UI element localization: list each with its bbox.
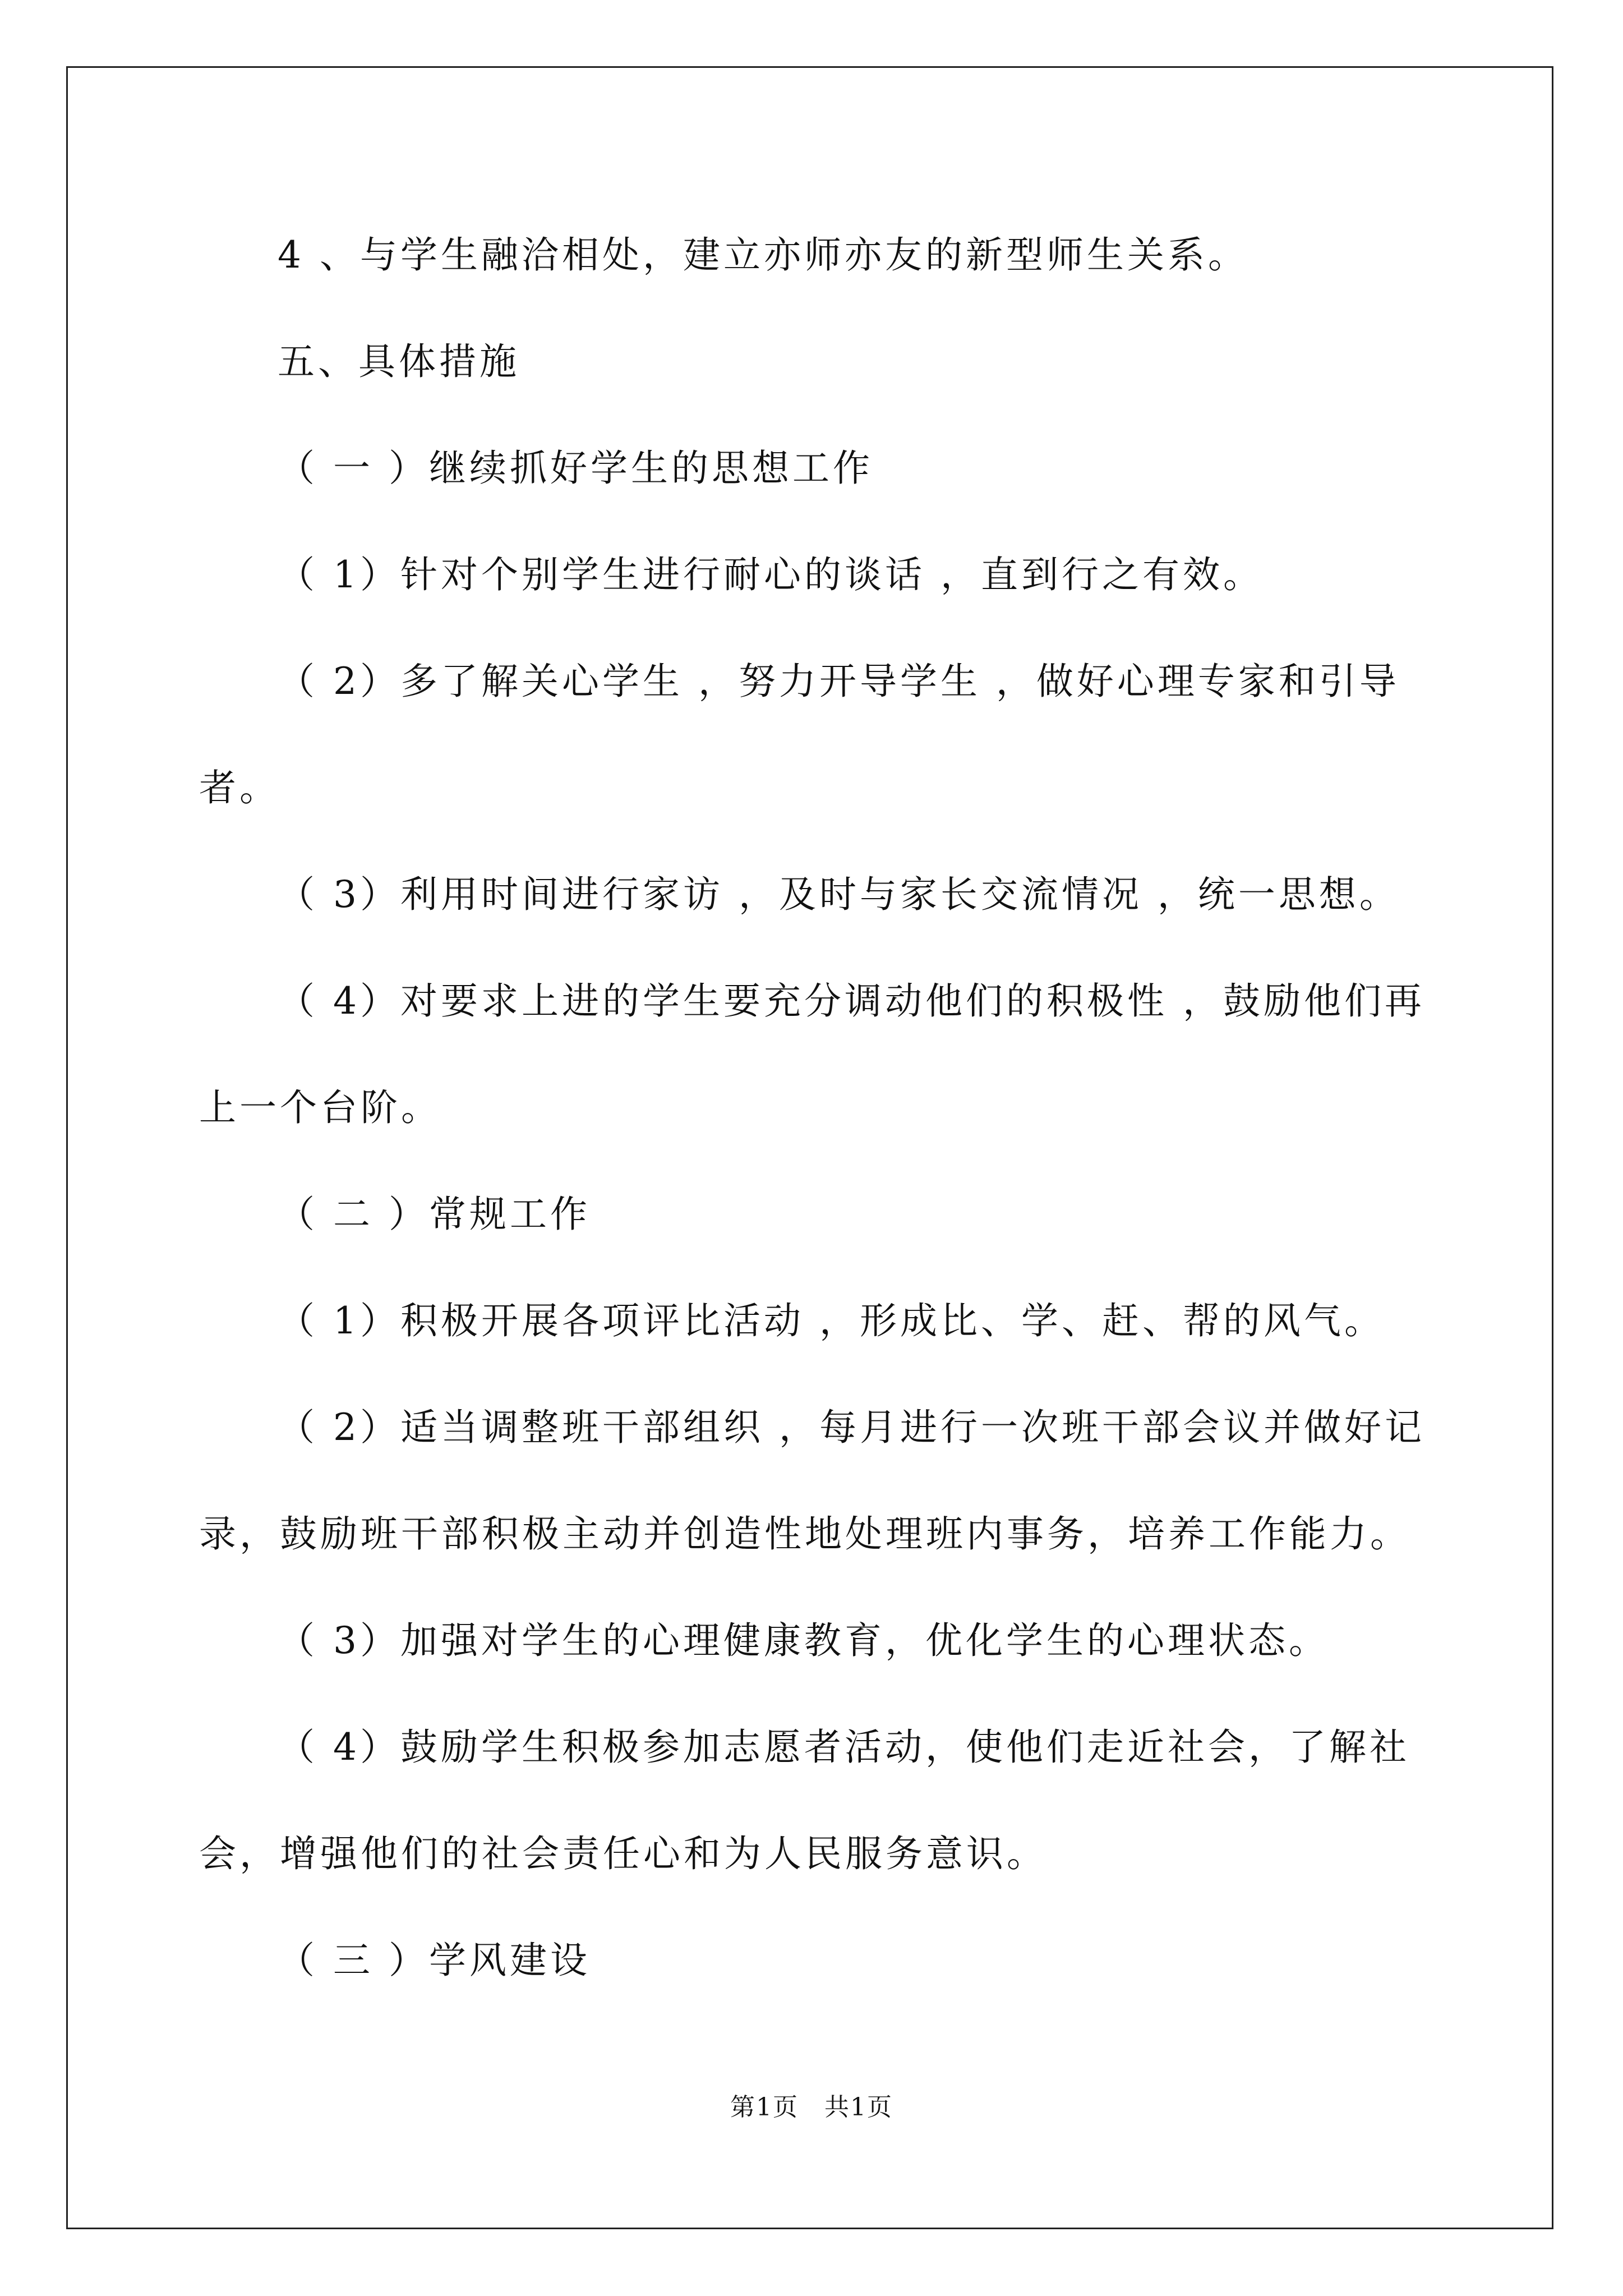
paragraph-15: （ 4）鼓励学生积极参加志愿者活动，使他们走近社会，了解社 bbox=[278, 1726, 1410, 1769]
paragraph-12: （ 2）适当调整班干部组织 ，每月进行一次班干部会议并做好记 bbox=[278, 1406, 1425, 1449]
paragraph-5: （ 2）多了解关心学生 ，努力开导学生 ，做好心理专家和引导 bbox=[278, 660, 1400, 703]
paragraph-14: （ 3）加强对学生的心理健康教育，优化学生的心理状态。 bbox=[278, 1619, 1329, 1662]
paragraph-3: （ 一 ）继续抓好学生的思想工作 bbox=[278, 447, 873, 490]
paragraph-4: （ 1）针对个别学生进行耐心的谈话 ，直到行之有效。 bbox=[278, 553, 1264, 596]
paragraph-16: 会，增强他们的社会责任心和为人民服务意识。 bbox=[199, 1832, 1047, 1875]
paragraph-1: 4 、与学生融洽相处，建立亦师亦友的新型师生关系。 bbox=[278, 233, 1248, 277]
paragraph-10: （ 二 ）常规工作 bbox=[278, 1193, 591, 1236]
paragraph-13: 录，鼓励班干部积极主动并创造性地处理班内事务，培养工作能力。 bbox=[199, 1512, 1410, 1556]
document-body bbox=[199, 202, 1427, 2014]
paragraph-8: （ 4）对要求上进的学生要充分调动他们的积极性 ，鼓励他们再 bbox=[278, 979, 1425, 1023]
paragraph-11: （ 1）积极开展各项评比活动 ，形成比、学、赶、帮的风气。 bbox=[278, 1299, 1385, 1342]
paragraph-2: 五、具体措施 bbox=[278, 340, 520, 383]
page-footer: 第1页 共1页 bbox=[730, 2093, 893, 2122]
paragraph-9: 上一个台阶。 bbox=[199, 1086, 441, 1129]
paragraph-7: （ 3）利用时间进行家访 ，及时与家长交流情况 ，统一思想。 bbox=[278, 873, 1400, 916]
paragraph-6: 者。 bbox=[199, 766, 280, 809]
paragraph-17: （ 三 ）学风建设 bbox=[278, 1939, 591, 1982]
